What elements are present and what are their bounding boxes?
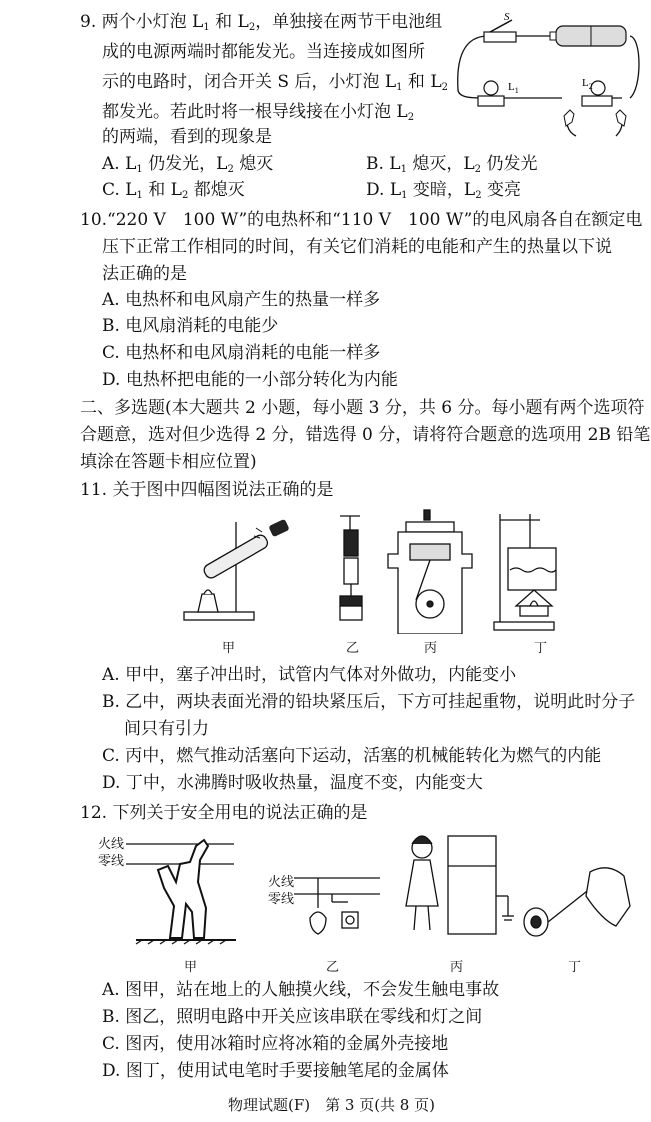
girl-and-fridge-icon bbox=[406, 836, 514, 934]
q10-option-a: A. 电热杯和电风扇产生的热量一样多 bbox=[102, 290, 381, 310]
q11-stem: 11. 关于图中四幅图说法正确的是 bbox=[80, 480, 334, 500]
q11-caption-ding: 丁 bbox=[534, 641, 548, 656]
q12-label-neutral-2: 零线 bbox=[268, 892, 295, 907]
l1-label: $L_1$ bbox=[508, 81, 519, 95]
q10-stem-line2: 压下正常工作相同的时间，有关它们消耗的电能和产生的热量以下说 bbox=[102, 237, 612, 257]
person-touching-wire-icon bbox=[126, 840, 236, 944]
q11-caption-yi: 乙 bbox=[346, 641, 360, 656]
q12-option-d: D. 图丁，使用试电笔时手要接触笔尾的金属体 bbox=[102, 1061, 449, 1081]
q9-option-c: C. $L_1$ 和 $L_2$ 都熄灭 bbox=[102, 180, 245, 201]
battery-icon bbox=[550, 26, 626, 46]
switch-label: S bbox=[504, 11, 510, 23]
lighting-circuit-icon bbox=[294, 878, 380, 934]
q9-option-b: B. $L_1$ 熄灭，$L_2$ 仍发光 bbox=[366, 154, 538, 175]
q11-caption-jia: 甲 bbox=[222, 641, 236, 656]
section2-header-line1: 二、多选题(本大题共 2 小题，每小题 3 分，共 6 分。每小题有两个选项符 bbox=[80, 398, 645, 418]
hands-holding-wire-icon bbox=[564, 110, 626, 126]
q12-caption-jia: 甲 bbox=[184, 960, 198, 975]
q10-stem-line1: 10.“220 V 100 W”的电热杯和“110 V 100 W”的电风扇各自在额定电 bbox=[80, 210, 643, 230]
q9-stem-line4: 都发光。若此时将一根导线接在小灯泡 $L_2$ bbox=[102, 102, 415, 123]
q11-option-b-line1: B. 乙中，两块表面光滑的铅块紧压后，下方可挂起重物，说明此时分子 bbox=[102, 692, 636, 712]
q10-option-b: B. 电风扇消耗的电能少 bbox=[102, 316, 279, 336]
q11-option-d: D. 丁中，水沸腾时吸收热量，温度不变，内能变大 bbox=[102, 773, 483, 793]
bulb-l1-icon bbox=[478, 81, 504, 106]
q11-option-b-line2: 间只有引力 bbox=[124, 719, 209, 739]
q11-option-a: A. 甲中，塞子冲出时，试管内气体对外做功，内能变小 bbox=[102, 665, 517, 685]
q10-option-c: C. 电热杯和电风扇消耗的电能一样多 bbox=[102, 343, 381, 363]
q12-option-a: A. 图甲，站在地上的人触摸火线，不会发生触电事故 bbox=[102, 980, 500, 1000]
q12-stem: 12. 下列关于安全用电的说法正确的是 bbox=[80, 803, 368, 823]
q12-option-c: C. 图丙，使用冰箱时应将冰箱的金属外壳接地 bbox=[102, 1034, 449, 1054]
q9-circuit-figure bbox=[452, 8, 644, 146]
q12-caption-ding: 丁 bbox=[568, 960, 582, 975]
q9-option-d: D. $L_1$ 变暗，$L_2$ 变亮 bbox=[366, 180, 521, 201]
q12-label-neutral: 零线 bbox=[98, 854, 125, 869]
section2-header-line2: 合题意，选对但少选得 2 分，错选得 0 分，请将符合题意的选项用 2B 铅笔 bbox=[80, 425, 651, 445]
q9-stem-line2: 成的电源两端时都能发光。当连接成如图所 bbox=[102, 42, 425, 62]
q9-stem-line1: 9. 两个小灯泡 $L_1$ 和 $L_2$，单独接在两节干电池组 bbox=[80, 12, 443, 33]
lead-blocks-icon bbox=[340, 516, 362, 620]
q11-figures bbox=[180, 508, 600, 634]
section2-header-line3: 填涂在答题卡相应位置) bbox=[80, 452, 257, 472]
page-footer: 物理试题(F) 第 3 页(共 8 页) bbox=[228, 1096, 435, 1114]
q9-stem-line5: 的两端，看到的现象是 bbox=[102, 127, 272, 147]
test-pen-hand-icon bbox=[524, 868, 630, 936]
q12-caption-bing: 丙 bbox=[450, 960, 464, 975]
q12-label-live-2: 火线 bbox=[268, 875, 295, 890]
l2-label: $L_2$ bbox=[582, 77, 593, 91]
q10-stem-line3: 法正确的是 bbox=[102, 264, 187, 284]
q11-caption-bing: 丙 bbox=[424, 641, 438, 656]
q9-option-a: A. $L_1$ 仍发光，$L_2$ 熄灭 bbox=[102, 154, 274, 175]
engine-cylinder-icon bbox=[388, 510, 472, 634]
q9-stem-line3: 示的电路时，闭合开关 S 后，小灯泡 $L_1$ 和 $L_2$ bbox=[102, 72, 449, 93]
q11-option-c: C. 丙中，燃气推动活塞向下运动，活塞的机械能转化为燃气的内能 bbox=[102, 746, 602, 766]
q12-figures bbox=[96, 826, 636, 956]
switch-s-icon bbox=[484, 20, 516, 42]
q12-option-b: B. 图乙，照明电路中开关应该串联在零线和灯之间 bbox=[102, 1007, 483, 1027]
q12-caption-yi: 乙 bbox=[326, 960, 340, 975]
q12-label-live: 火线 bbox=[98, 837, 125, 852]
boiling-water-setup-icon bbox=[494, 514, 556, 630]
q10-option-d: D. 电热杯把电能的一小部分转化为内能 bbox=[102, 370, 398, 390]
